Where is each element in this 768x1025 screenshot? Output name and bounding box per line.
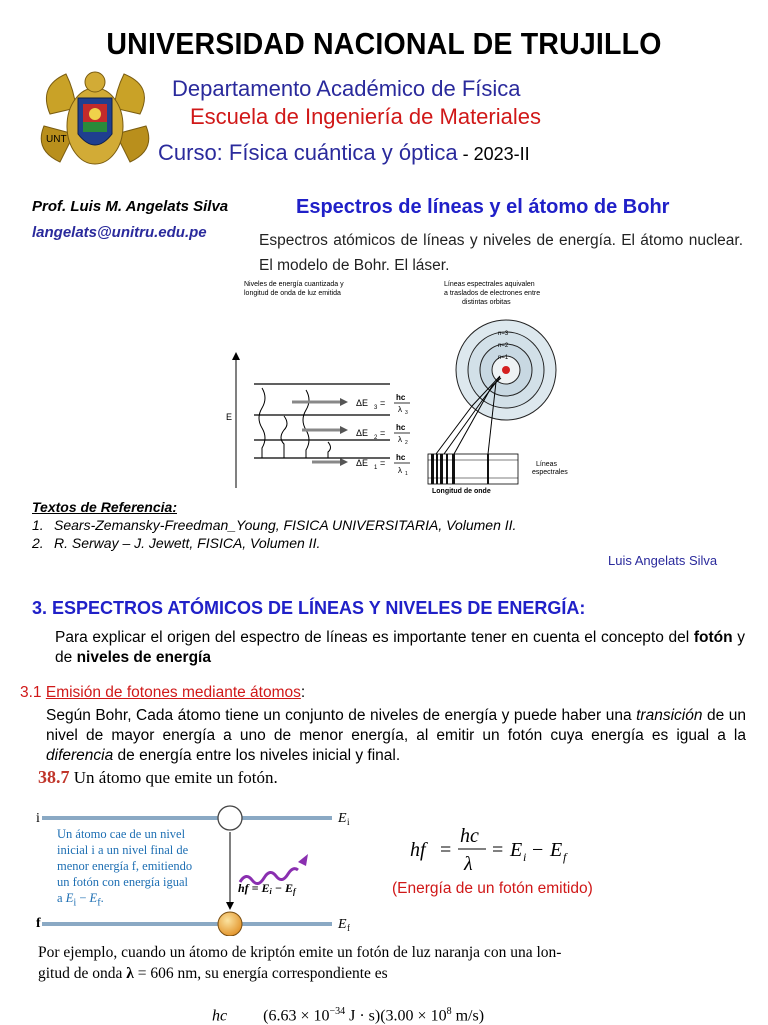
- section-intro: Para explicar el origen del espectro de líneas es importante tener en cuenta el concepto del fotón y de niveles de energía: [55, 629, 745, 666]
- wavelength-label: Longitud de onde: [432, 488, 491, 495]
- level-f-line: [42, 922, 332, 926]
- level-f-label: f: [36, 916, 41, 931]
- professor-email[interactable]: langelats@unitru.edu.pe: [32, 224, 207, 241]
- svg-text:hc: hc: [396, 453, 406, 462]
- photon-energy-equation: [408, 826, 608, 876]
- svg-text:n=1: n=1: [498, 355, 509, 361]
- svg-text:i: i: [347, 817, 350, 827]
- svg-text:3: 3: [374, 405, 378, 411]
- nucleus: [502, 366, 510, 374]
- svg-text:2: 2: [405, 440, 408, 446]
- author-name: Luis Angelats Silva: [608, 553, 718, 568]
- svg-text:=: =: [380, 458, 386, 468]
- level-i-label: i: [36, 811, 40, 826]
- course-sep: -: [457, 144, 474, 164]
- reference-item: 1. Sears-Zemansky-Freedman_Young, FISICA UNIVERSITARIA, Volumen II.: [32, 517, 517, 533]
- svg-text:1: 1: [405, 471, 408, 477]
- energy-axis-arrow: [232, 352, 240, 360]
- left-caption-1: Niveles de energía cuantizada y: [244, 281, 344, 288]
- department: Departamento Académico de Física: [172, 76, 521, 101]
- svg-text:espectrales: espectrales: [532, 469, 568, 476]
- svg-text:1: 1: [374, 465, 378, 471]
- lecture-title: Espectros de líneas y el átomo de Bohr: [296, 196, 670, 218]
- svg-text:3: 3: [405, 410, 408, 416]
- right-caption-2: a traslados de electrones entre: [444, 290, 541, 297]
- atom-final: [218, 912, 242, 936]
- svg-text:E: E: [510, 839, 523, 861]
- professor-name: Prof. Luis M. Angelats Silva: [32, 198, 229, 215]
- svg-text:n=3: n=3: [498, 331, 509, 337]
- lecture-description: Espectros atómicos de líneas y niveles de energía. El átomo nuclear. El modelo de Bohr. El láser.: [259, 232, 743, 274]
- svg-text:=: =: [440, 839, 452, 861]
- svg-text:E: E: [338, 811, 347, 826]
- svg-text:=: =: [380, 398, 386, 408]
- subsection-title: 3.1 Emisión de fotones mediante átomos:: [20, 684, 306, 701]
- course: [158, 140, 530, 166]
- svg-text:f: f: [563, 850, 567, 864]
- example-formula: hc ($6.63 \times 10^{-34}$ $J \cdot s)(3.00 \times 10^8$ m/s): [212, 1006, 485, 1025]
- logo-text: UNT: [46, 134, 67, 145]
- svg-text:hf = Ei − Ef: hf = Ei − Ef: [238, 881, 296, 896]
- references-heading: Textos de Referencia:: [32, 499, 177, 515]
- bohr-diagram: [222, 278, 582, 498]
- svg-text:ΔE: ΔE: [356, 458, 369, 468]
- course-name: Curso: Física cuántica y óptica: [158, 140, 458, 165]
- svg-text:λ: λ: [464, 853, 473, 875]
- course-year: 2023-II: [473, 144, 530, 164]
- section-title: 3. ESPECTROS ATÓMICOS DE LÍNEAS Y NIVELES DE ENERGÍA:: [32, 598, 586, 618]
- svg-text:hc: hc: [396, 423, 406, 432]
- figure-caption: Un átomo cae de un nivel inicial i a un nivel final de menor energía f, emitiendo un fotón con energía igual a $E_i - E_f$.: [57, 827, 193, 909]
- svg-text:f: f: [347, 923, 350, 933]
- svg-text:n=2: n=2: [498, 343, 509, 349]
- right-caption-1: Líneas espectrales aquivalen: [444, 281, 535, 288]
- svg-text:ΔE: ΔE: [356, 428, 369, 438]
- example-paragraph: Por ejemplo, cuando un átomo de kriptón emite un fotón de luz naranja con una lon- gitud de onda λ = 606 nm, su energía correspondiente es: [38, 944, 562, 982]
- svg-text:=: =: [492, 839, 504, 861]
- svg-text:λ: λ: [398, 405, 402, 414]
- left-caption-2: longitud de onda de luz emitida: [244, 290, 341, 297]
- university-title: UNIVERSIDAD NACIONAL DE TRUJILLO: [106, 26, 662, 61]
- right-caption-3: distintas orbitas: [462, 299, 511, 306]
- equation-label: (Energía de un fotón emitido): [392, 880, 593, 897]
- svg-text:−: −: [532, 839, 544, 861]
- svg-text:i: i: [523, 850, 527, 864]
- energy-axis-label: E: [226, 412, 233, 422]
- svg-text:E: E: [550, 839, 563, 861]
- bohr-paragraph: Según Bohr, Cada átomo tiene un conjunto de niveles de energía y puede haber una transición de un nivel de mayor energía a uno de menor energía, al emitir un fotón cuya energía es igual a la diferencia de energía entre los niveles inicial y final.: [46, 707, 746, 764]
- svg-text:ΔE: ΔE: [356, 398, 369, 408]
- svg-text:E: E: [338, 917, 347, 932]
- level-i-line: [42, 816, 332, 820]
- references: [32, 498, 516, 552]
- svg-text:2: 2: [374, 435, 378, 441]
- svg-text:Líneas: Líneas: [536, 461, 558, 468]
- university-logo: [30, 64, 160, 174]
- svg-text:hc: hc: [396, 393, 406, 402]
- svg-text:hf: hf: [410, 839, 426, 861]
- school: Escuela de Ingeniería de Materiales: [190, 104, 541, 129]
- svg-text:=: =: [380, 428, 386, 438]
- figure-label: 38.7 Un átomo que emite un fotón.: [38, 767, 278, 787]
- svg-text:λ: λ: [398, 466, 402, 475]
- reference-item: 2. R. Serway – J. Jewett, FISICA, Volumen II.: [32, 535, 321, 551]
- svg-text:hc: hc: [460, 826, 479, 847]
- svg-text:λ: λ: [398, 435, 402, 444]
